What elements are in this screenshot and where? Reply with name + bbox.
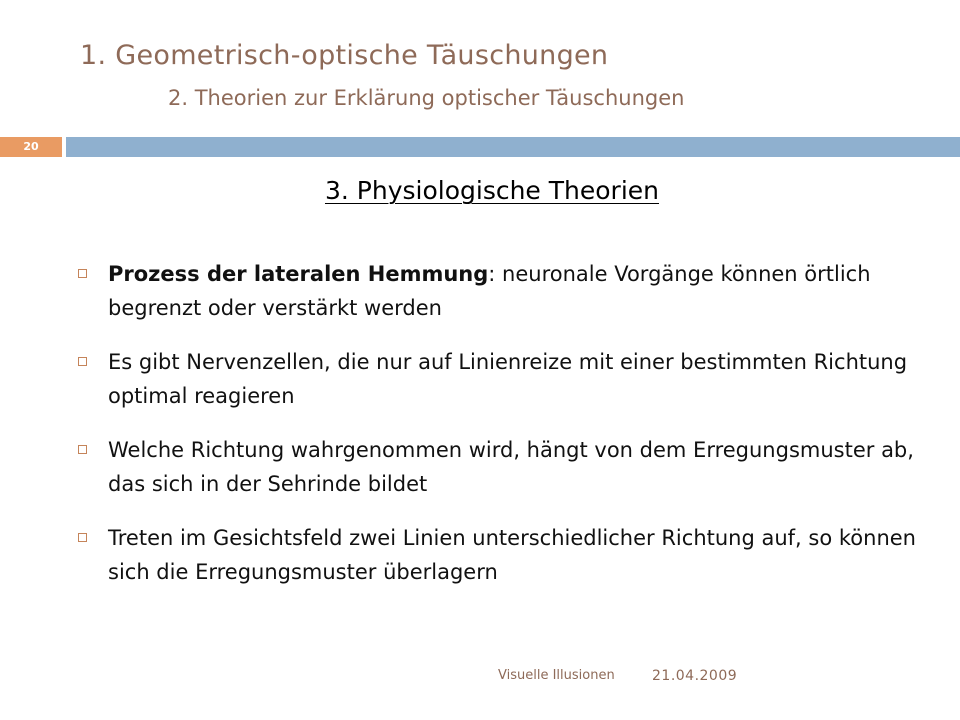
header-rule-bar	[0, 137, 960, 157]
square-bullet-icon	[78, 445, 87, 454]
slide-number-badge: 20	[0, 137, 62, 157]
bullet-item	[72, 345, 932, 413]
square-bullet-icon	[78, 269, 87, 278]
slide-title: 1. Geometrisch-optische Täuschungen	[80, 40, 609, 71]
footer-presentation-title: Visuelle Illusionen	[498, 668, 615, 683]
bullet-text: Treten im Gesichtsfeld zwei Linien unterschiedlicher Richtung auf, so können sich die Erregungsmuster überlagern	[108, 526, 916, 584]
square-bullet-icon	[78, 357, 87, 366]
section-heading: 3. Physiologische Theorien	[324, 176, 660, 205]
bullet-text: Welche Richtung wahrgenommen wird, hängt von dem Erregungsmuster ab, das sich in der Sehrinde bildet	[108, 438, 914, 496]
slide-subtitle: 2. Theorien zur Erklärung optischer Täuschungen	[168, 86, 685, 110]
bullet-strong-text: Prozess der lateralen Hemmung	[108, 262, 489, 286]
bullet-list	[72, 257, 932, 609]
header-rule-gap	[62, 137, 66, 157]
bullet-text: : neuronale Vorgänge können örtlich begrenzt oder verstärkt werden	[108, 262, 871, 320]
bullet-item	[72, 257, 932, 325]
bullet-item	[72, 521, 932, 589]
footer-date: 21.04.2009	[652, 668, 738, 684]
bullet-text: Es gibt Nervenzellen, die nur auf Linienreize mit einer bestimmten Richtung optimal reagieren	[108, 350, 908, 408]
square-bullet-icon	[78, 533, 87, 542]
bullet-item	[72, 433, 932, 501]
